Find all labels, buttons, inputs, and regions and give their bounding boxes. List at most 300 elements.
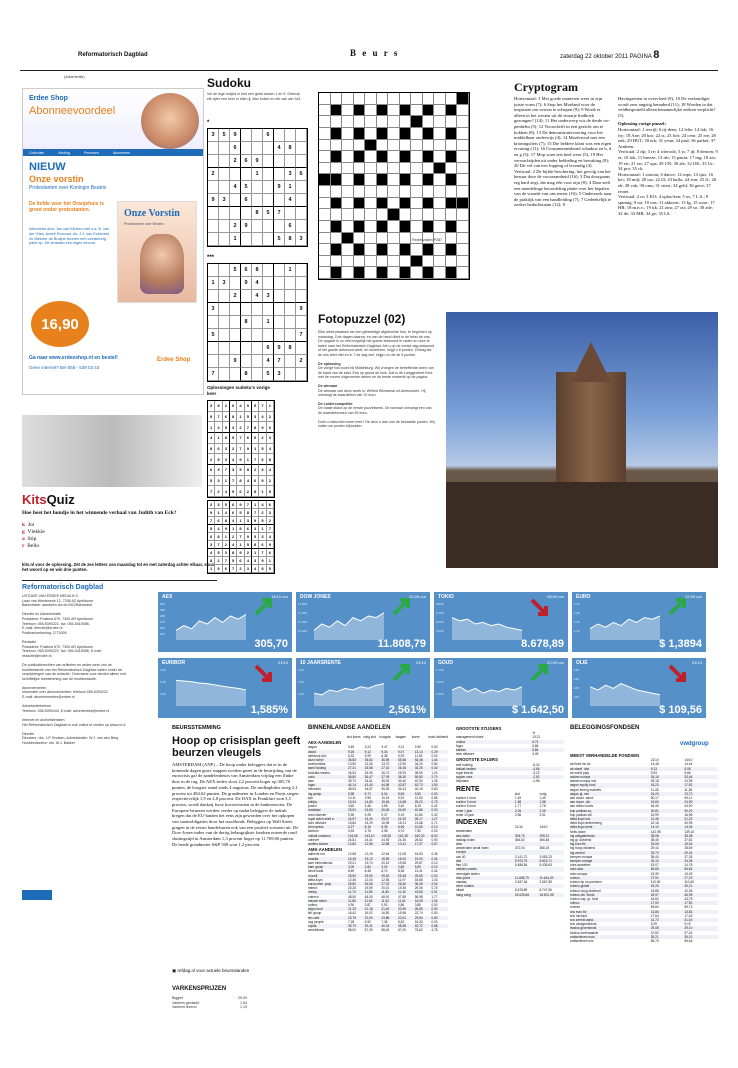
sudoku-cell: 5 [223, 422, 230, 433]
table-cell: 0,85 [431, 795, 438, 800]
cryptogram-caption: Rechtszaken P287 [412, 238, 443, 242]
table-cell: dsm [308, 779, 315, 784]
option-a[interactable]: a Stip [22, 536, 37, 542]
table-cell: 15,00 [398, 856, 406, 861]
table-cell: 8,15 [414, 804, 421, 809]
cryptogram-cell [457, 267, 469, 279]
table-cell: delta lloyd [308, 877, 323, 882]
table-cell: 5.815,71 [539, 858, 552, 863]
table-section-head: GROOTSTE STIJGERS [456, 726, 502, 731]
cryptogram-cell [354, 93, 366, 105]
kitsquiz-title: KitsQuiz [22, 492, 75, 507]
sudoku-cell: 4 [245, 476, 252, 487]
table-cell: 15,80 [414, 890, 423, 895]
indexen-title: INDEXEN [456, 819, 488, 827]
sudoku-cell: 8 [237, 476, 244, 487]
sudoku-cell [274, 155, 285, 168]
cryptogram-cell [354, 233, 366, 245]
table-cell: 1,50 [431, 783, 438, 788]
sudoku-cell [274, 264, 285, 277]
table-cell: robeco cap. gr. fund [570, 896, 599, 901]
sudoku-cell: 4 [223, 486, 230, 497]
shop-offer: Abonneevoordeel [29, 105, 116, 117]
table-cell: 20,42 [381, 860, 390, 865]
cryptogram-cell [434, 174, 446, 186]
sudoku-grid-2[interactable] [207, 263, 308, 382]
table-cell: 25,48 [398, 873, 406, 878]
sudoku-cell: 8 [267, 454, 274, 465]
sudoku-cell: 2 [230, 290, 241, 303]
table-cell: 0,90 [431, 907, 438, 912]
table-cell: 31,72 [650, 917, 659, 922]
cryptogram-cell [354, 105, 366, 117]
cryptogram-cell [365, 244, 377, 256]
sudoku-cell: 7 [237, 444, 244, 455]
cryptogram-title: Cryptogram [514, 80, 578, 94]
sudoku-cell: 6 [208, 533, 215, 541]
cryptogram-cell [377, 140, 389, 152]
sudoku-cell: 5 [274, 233, 285, 246]
cryptogram-cell [423, 209, 435, 221]
sudoku-cell: 9 [252, 433, 259, 444]
table-cell: euribor 3 mnd [456, 800, 476, 805]
sudoku-cell: 6 [267, 549, 274, 557]
table-cell: 23,75 [348, 915, 356, 920]
table-cell: midkap-index [456, 837, 475, 842]
market-area [590, 684, 660, 706]
table-cell: 2,80 [398, 865, 405, 870]
table-cell: 5,86 [532, 743, 539, 748]
table-cell: 25,07 [381, 816, 390, 821]
cryptogram-cell [319, 244, 331, 256]
cryptogram-cell [446, 244, 458, 256]
table-cell: 25,52 [381, 873, 390, 878]
table-cell: 35,03 [348, 787, 356, 792]
sudoku-cell: 1 [267, 557, 274, 565]
table-cell: 0,54 [431, 762, 438, 767]
table-cell: 11,40 [398, 890, 406, 895]
sudoku-cell: 9 [252, 517, 259, 525]
cryptogram-cell [423, 128, 435, 140]
cryptogram-grid[interactable] [318, 92, 470, 280]
table-cell: 23,86 [381, 915, 390, 920]
table-cell: 8.747,96 [539, 888, 552, 893]
sudoku-cell: 5 [208, 329, 219, 342]
sudoku-cell: 4 [252, 277, 263, 290]
sudoku-cell [263, 168, 274, 181]
table-cell: 36,98 [381, 758, 390, 763]
table-row [308, 842, 448, 846]
table-cell: 8,48 [364, 869, 371, 874]
sudoku-cell: 6 [237, 486, 244, 497]
table-cell: dow jones [456, 875, 471, 880]
sudoku-cell: 1 [223, 533, 230, 541]
sudoku-cell: 8 [208, 444, 215, 455]
table-cell: ab world ppty [570, 770, 589, 775]
kitsquiz-footer: kits.nl voor de oplossing. Zet de zes letters van maandag tot en met zaterdag achter elkaar, stuur het woord op en win drie punten. [22, 562, 215, 573]
book-title: Onze vorstin [29, 174, 84, 184]
sudoku-cell: 7 [208, 368, 219, 381]
table-cell: 5,84 [532, 748, 539, 753]
sudoku-cell: 5 [223, 501, 230, 509]
table-row [456, 752, 564, 756]
table-cell: 20,26 [348, 886, 356, 891]
table-cell: ing hoog dividend [570, 846, 595, 851]
sudoku-cell [263, 181, 274, 194]
paper-name: Reformatorisch Dagblad [78, 52, 148, 58]
table-cell: 27,02 [381, 881, 390, 886]
table-cell: 6,04 [381, 791, 388, 796]
table-cell: 3,00 [348, 865, 355, 870]
beurs-link[interactable]: ▣ refdag.nl voor actuele beursstanden [172, 968, 250, 973]
table-cell: 2,56 [514, 812, 522, 817]
cryptogram-cell [319, 105, 331, 117]
table-cell: actiam europa mix [570, 779, 597, 784]
table-cell: 25,18 [650, 779, 659, 784]
table-cell: 3,04 [381, 865, 388, 870]
sudoku-cell: 9 [208, 509, 215, 517]
table-cell: 26,72 [381, 770, 390, 775]
option-r[interactable]: r Bello [22, 543, 40, 549]
table-cell: 2,84 [364, 865, 371, 870]
table-cell: 12,64 [381, 852, 390, 857]
cryptogram-cell [434, 116, 446, 128]
table-cell: 305,70 [514, 833, 525, 838]
table-cell: 15,98 [398, 911, 406, 916]
sudoku-cell: 9 [241, 277, 252, 290]
beurs-headline: Hoop op crisisplan geeft beurzen vleugels [172, 735, 301, 759]
market-chart-aex [158, 592, 292, 652]
erdee-media-logo [22, 890, 52, 900]
option-g[interactable]: g Vlekkie [22, 529, 45, 535]
table-cell: 12,90 [398, 762, 406, 767]
sudoku-cell [263, 277, 274, 290]
sudoku-cell [263, 233, 274, 246]
cryptogram-cell [377, 116, 389, 128]
sudoku-cell: 4 [208, 433, 215, 444]
cryptogram-cell [354, 140, 366, 152]
table-cell: 39,70 [348, 923, 356, 928]
rente-title: RENTE [456, 785, 480, 793]
cryptogram-cell [377, 93, 389, 105]
cryptogram-cell [423, 140, 435, 152]
sudoku-cell [219, 168, 230, 181]
table-cell: 3,65 [381, 804, 388, 809]
colophon-text [22, 594, 132, 746]
sudoku-cell: 4 [259, 501, 266, 509]
sudoku-cell [208, 142, 219, 155]
cryptogram-clues: Horizontaal: 1 Met goede manieren weer in zijn juiste vorm (7); 6 Stop het Moeland voor de inspiratie om verrast te schepen (9); 9 Wordt er alleen in het westen uit dit straatje lindhoek gezongen? (14); 11 Het onderwerp wis de derde tro-penhelm (5); 12 Voorschrift in een gezicht om te kokken (8); 13 De demonstratievoering voor het middelbaar onderwijs (4); 14 Mozfestval met een kroningsfiets (7); 15 Die heldere klant was een eigen ervaring (11); 16 Consumentenbond schaduw en b, d en g (5); 17 Mop waar iets heel weer (5); 19 Het verwachtijden uit onder bebbeling en bewaking (8); 20 Dit vel van een fopping of levendig (4). Verticaal: 2 De bijfde beschering: het gevolg van het bezuur door de voorzaamheid (16); 3 Dat doorgaans erg hard zegt, dat mag één voor zijn (8); 4 Daar stelt een mendelinge beoordeling platte over het bepalen van de waarde van ons meest (16); 5 Onderzoek naar de praktijk van een handleiding (7); 7 Gedeeltelijk te zoeker bedachtzaam (12); 8 [514, 96, 612, 208]
cryptogram-cell [411, 244, 423, 256]
axis-tick: 11.400 [298, 620, 307, 624]
sudoku-solution-2 [207, 500, 275, 574]
table-cell: 47,85 [398, 894, 406, 899]
colophon-line: Telefoon: 055-5390444, E-mail: advertenties@erdee.nl [22, 708, 110, 713]
sudoku-cell: 4 [267, 533, 274, 541]
table-cell: verenigde staten [456, 871, 480, 876]
sudoku-cell: 9 [252, 155, 263, 168]
table-cell: 18.025,66 [514, 892, 530, 897]
table-cell: 0,42 [431, 812, 438, 817]
table-cell: 40,72 [414, 923, 423, 928]
cryptogram-cell [400, 151, 412, 163]
cryptogram-cell [377, 267, 389, 279]
table-cell: 26,40 [398, 881, 406, 886]
cryptogram-cell [457, 163, 469, 175]
table-cell: 56,98 [414, 894, 423, 899]
table-cell: 5.488,84 [514, 863, 528, 868]
table-cell: 0,83 [431, 787, 438, 792]
sudoku-cell [241, 129, 252, 142]
table-cell: 16,95 [684, 812, 693, 817]
table-cell: kempen europa [570, 854, 593, 859]
table-row [456, 779, 564, 783]
sudoku-cell: 2 [230, 533, 237, 541]
section-title: B e u r s [350, 48, 400, 58]
colophon-line: UITGAVE VAN ERDEE MEDIA B.V. [22, 594, 79, 598]
table-cell: 11,92 [381, 898, 390, 903]
table-cell: 37,42 [684, 930, 693, 935]
sudoku-cell: 2 [237, 565, 244, 573]
table-cell: 42,16 [650, 821, 659, 826]
sudoku-cell: 1 [259, 525, 266, 533]
sudoku-cell: 8 [252, 207, 263, 220]
sudoku-cell: 1 [237, 517, 244, 525]
table-cell: 65,65 [650, 867, 659, 872]
table-cell: 9,34 [381, 749, 388, 754]
colophon-line: Directie en Administratie [22, 612, 61, 617]
market-value: 2,561% [388, 704, 426, 716]
colophon-line: Bankrelatie: aandelen via de ING/Rabobank [22, 603, 93, 608]
table-cell: hoogste [379, 735, 391, 739]
market-value: $ 1.642,50 [512, 704, 564, 716]
cryptogram-cell [342, 209, 354, 221]
sudoku-cell: 5 [230, 557, 237, 565]
cryptogram-cell [446, 116, 458, 128]
table-cell: 110,06 [650, 880, 661, 885]
table-cell: aegon [308, 745, 317, 750]
sudoku-cell [208, 264, 219, 277]
cryptogram-cell [342, 174, 354, 186]
sudoku-cell: 6 [259, 454, 266, 465]
sudoku-cell [219, 233, 230, 246]
varkens-table [172, 996, 247, 1010]
table-cell: 3,40 [398, 804, 405, 809]
table-cell: fugro [308, 783, 316, 788]
sudoku-cell [208, 355, 219, 368]
varkens-value: 29,00 [238, 996, 247, 1000]
table-cell: 2,50 [414, 745, 421, 750]
cryptogram-cell [400, 209, 412, 221]
table-cell: 16,02 [364, 911, 373, 916]
table-cell: 42,87 [398, 783, 406, 788]
sudoku-cell: 1 [263, 316, 274, 329]
sudoku-cell [208, 220, 219, 233]
price-badge: 16,90 [31, 301, 89, 347]
cryptogram-cell [342, 221, 354, 233]
table-cell: 44,56 [381, 783, 390, 788]
table-cell: 0,00 [431, 791, 438, 796]
table-cell: 11.808,79 [514, 875, 529, 880]
cryptogram-cell [365, 221, 377, 233]
market-chart-10-jaarsrente [296, 658, 430, 718]
table-cell: 299,21 [539, 833, 550, 838]
table-cell: 29,70 [650, 850, 659, 855]
table-cell: 49,21 [684, 884, 693, 889]
table-cell: ing gl. dividend [570, 838, 592, 843]
table-cell: 1,34 [431, 898, 438, 903]
table-cell: 11,85 [348, 898, 356, 903]
cryptogram-cell [342, 93, 354, 105]
colophon-title: Reformatorisch Dagblad [22, 584, 104, 591]
sudoku-cell: 6 [230, 142, 241, 155]
sudoku-cell: 7 [252, 454, 259, 465]
table-cell: 36,83 [348, 758, 356, 763]
colophon-line: Abonnementen [22, 685, 47, 690]
axis-tick: 11.600 [298, 611, 307, 615]
cryptogram-cell [365, 105, 377, 117]
table-cell: 17,43 [684, 913, 693, 918]
sudoku-cell: 2 [215, 486, 222, 497]
table-cell: ing wereld [570, 850, 585, 855]
table-cell: europa [456, 850, 466, 855]
table-cell: 13,21 [532, 735, 541, 740]
sudoku-cell [263, 303, 274, 316]
sudoku-cell: 4 [215, 525, 222, 533]
table-cell: rente 1 jaar [456, 808, 473, 813]
table-cell: 1,27 [431, 816, 438, 821]
table-cell: aegon emerg markets [570, 787, 602, 792]
table-cell: 1,78 [539, 804, 546, 809]
table-cell: 24,35 [684, 859, 693, 864]
sudoku-cell: 6 [245, 525, 252, 533]
cryptogram-cell [331, 256, 343, 268]
table-cell: 13,83 [684, 909, 693, 914]
table-cell: 16,42 [348, 911, 356, 916]
table-cell: 19,74 [364, 860, 373, 865]
cryptogram-cell [400, 198, 412, 210]
sudoku-cell [219, 181, 230, 194]
market-chart-goud [434, 658, 568, 718]
sudoku-cell [274, 316, 285, 329]
table-cell: 0,44 [431, 869, 438, 874]
sudoku-cell [296, 264, 307, 277]
table-section-head: AEX-AANDELEN [308, 740, 342, 746]
sudoku-cell [252, 181, 263, 194]
table-cell: arcelormittal [308, 762, 326, 767]
table-cell: 0,90 [348, 902, 355, 907]
table-cell: 26,35 [398, 766, 406, 771]
table-cell: 36,45 [414, 881, 423, 886]
cryptogram-cell [331, 209, 343, 221]
table-section-head: GROOTSTE DALERS [456, 757, 498, 763]
sudoku-grid-1[interactable] [207, 128, 308, 247]
table-cell: 9,35 [348, 812, 355, 817]
table-cell: 17,50 [684, 901, 693, 906]
sudoku-cell: 6 [285, 220, 296, 233]
table-cell: -1,96 [532, 779, 540, 784]
table-cell: 34,57 [364, 787, 373, 792]
table-cell: 11,70 [348, 890, 356, 895]
sudoku-cell [241, 342, 252, 355]
sudoku-cell: 4 [274, 142, 285, 155]
sudoku-cell: 7 [230, 565, 237, 573]
cryptogram-cell [411, 163, 423, 175]
table-cell: euribor 1 mnd [456, 796, 476, 801]
table-cell: 24,40 [364, 816, 373, 821]
table-cell: zwitserleven mix [570, 938, 594, 943]
table-cell: 8,38 [398, 869, 405, 874]
ad-erdee-shop[interactable] [22, 88, 204, 395]
table-cell: 5,93 [398, 753, 405, 758]
table-cell: 0,00 [431, 808, 438, 813]
table-cell: 8.678,89 [514, 888, 528, 893]
sudoku-cell: 4 [230, 181, 241, 194]
table-cell: 21/10 [650, 758, 659, 763]
table-cell: 15,39 [650, 871, 659, 876]
cryptogram-cell [446, 128, 458, 140]
sudoku-cell: 5 [208, 525, 215, 533]
sudoku-cell [274, 194, 285, 207]
table-cell: 0,51 [431, 890, 438, 895]
market-time: 22:09 uur [547, 660, 564, 665]
table-cell: 2,05 [514, 808, 522, 813]
table-cell: 14,44 [684, 762, 693, 767]
table-cell: 3,80 [414, 902, 421, 907]
table-cell: 6,06 [398, 825, 405, 830]
option-k[interactable]: k Joi [22, 522, 35, 528]
varkens-label: Biggen [172, 996, 184, 1000]
table-cell: 27,42 [381, 766, 390, 771]
ad-cta[interactable]: Ga naar www.erdeeshop.nl en bestel! [29, 355, 118, 361]
table-cell: 14,48 [650, 762, 659, 767]
market-name: 10 JAARSRENTE [300, 660, 341, 666]
table-cell: 5,90 [414, 865, 421, 870]
table-cell: 0,92 [381, 902, 388, 907]
sudoku-cell [285, 277, 296, 290]
sudoku-cell: 9 [259, 422, 266, 433]
table-cell: 18.501,55 [539, 892, 554, 897]
table-cell: 35,50 [414, 770, 423, 775]
table-cell: aegon equity fund [570, 783, 596, 788]
cryptogram-cell [400, 93, 412, 105]
table-cell: 34,31 [398, 787, 406, 792]
market-name: DOW JONES [300, 594, 331, 600]
table-cell: 50,17 [650, 796, 659, 801]
cryptogram-cell [457, 151, 469, 163]
cryptogram-cell [377, 174, 389, 186]
sudoku-cell [230, 342, 241, 355]
sudoku-cell: 8 [215, 533, 222, 541]
cryptogram-cell [400, 174, 412, 186]
cryptogram-cell [377, 198, 389, 210]
sudoku-cell: 9 [245, 533, 252, 541]
table-cell: 24,97 [348, 816, 356, 821]
table-cell: 24,30 [398, 837, 406, 842]
sudoku-cell: 1 [252, 444, 259, 455]
cryptogram-cell [331, 128, 343, 140]
cryptogram-cell [411, 140, 423, 152]
sudoku-cell: 1 [245, 454, 252, 465]
table-cell: 42,36 [684, 888, 693, 893]
cryptogram-cell [411, 256, 423, 268]
sudoku-cell: 5 [267, 486, 274, 497]
table-cell: 0,10 [431, 825, 438, 830]
table-cell: 6,82 [398, 919, 405, 924]
table-cell: 38,08 [684, 833, 693, 838]
table-cell: 12,55 [364, 842, 373, 847]
sudoku-cell: 3 [223, 454, 230, 465]
